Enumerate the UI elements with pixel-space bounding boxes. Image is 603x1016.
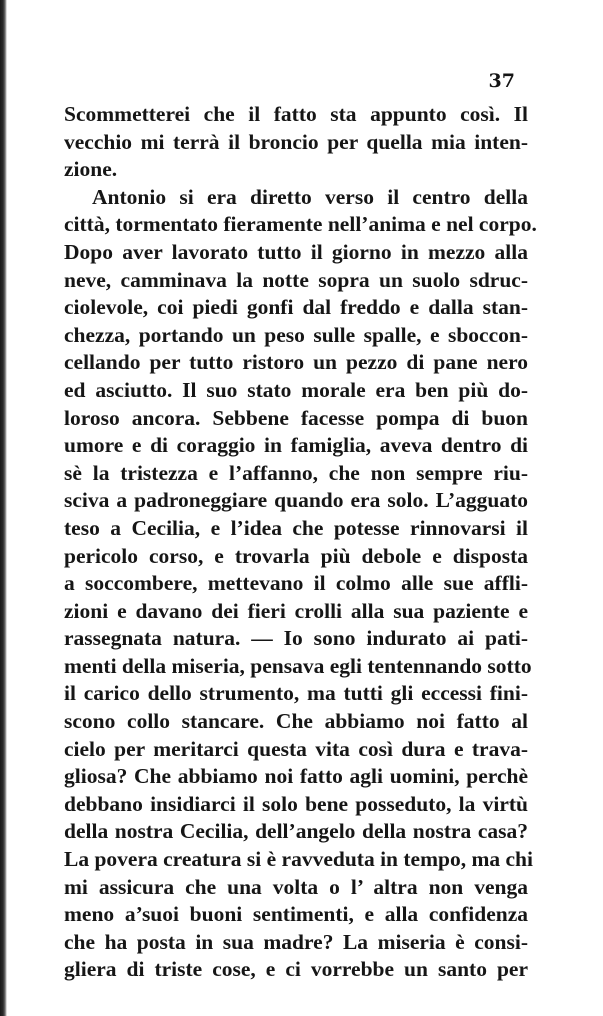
text-line: scono collo stancare. Che abbiamo noi fatto al xyxy=(64,709,528,734)
text-line: sè la tristezza e l’affanno, che non sempre riu- xyxy=(64,460,528,485)
text-line: zioni e davano dei fieri crolli alla sua paziente e xyxy=(64,598,528,623)
page-text xyxy=(64,101,537,984)
text-line: vecchio mi terrà il broncio per quella mia inten- xyxy=(64,129,528,154)
text-line: sciva a padroneggiare quando era solo. L’agguato xyxy=(64,488,528,513)
text-line: gliosa? Che abbiamo noi fatto agli uomini, perchè xyxy=(64,764,528,789)
text-line: ed asciutto. Il suo stato morale era ben più do- xyxy=(64,377,528,402)
text-line: Dopo aver lavorato tutto il giorno in mezzo alla xyxy=(64,239,528,264)
text-line: cielo per meritarci questa vita così dura e trava- xyxy=(64,736,528,761)
text-line: La povera creatura si è ravveduta in tempo, ma chi xyxy=(64,847,533,872)
text-line: chezza, portando un peso sulle spalle, e sboccon- xyxy=(64,322,528,347)
text-line: rassegnata natura. — Io sono indurato ai pati- xyxy=(64,626,528,651)
text-line: gliera di triste cose, e ci vorrebbe un santo per xyxy=(64,957,528,982)
text-line: loroso ancora. Sebbene facesse pompa di buon xyxy=(64,405,528,430)
text-line: neve, camminava la notte sopra un suolo sdruc- xyxy=(64,267,528,292)
text-line: cellando per tutto ristoro un pezzo di pane nero xyxy=(64,350,528,375)
text-line: mi assicura che una volta o l’ altra non venga xyxy=(64,874,528,899)
text-line: zione. xyxy=(64,157,118,182)
paragraph-continuation xyxy=(64,101,528,184)
page-binding-edge xyxy=(0,0,7,1016)
text-line: menti della miseria, pensava egli tentennando sotto xyxy=(64,653,532,678)
text-line: città, tormentato fieramente nell’anima e nel corpo. xyxy=(64,212,537,237)
text-line: pericolo corso, e trovarla più debole e disposta xyxy=(64,543,528,568)
text-line: che ha posta in sua madre? La miseria è consi- xyxy=(64,929,528,954)
text-line: umore e di coraggio in famiglia, aveva dentro di xyxy=(64,433,528,458)
text-line: meno a’suoi buoni sentimenti, e alla confidenza xyxy=(64,902,528,927)
text-line: debbano insidiarci il solo bene posseduto, la virtù xyxy=(64,791,528,816)
page-number: 37 xyxy=(488,70,515,92)
text-line: ciolevole, coi piedi gonfi dal freddo e dalla stan- xyxy=(64,295,528,320)
text-line: il carico dello strumento, ma tutti gli eccessi fini- xyxy=(64,681,528,706)
text-line: Scommetterei che il fatto sta appunto così. Il xyxy=(64,102,528,126)
text-line: della nostra Cecilia, dell’angelo della nostra casa? xyxy=(64,819,528,844)
text-line: a soccombere, mettevano il colmo alle sue affli- xyxy=(64,571,528,596)
text-line: teso a Cecilia, e l’idea che potesse rinnovarsi il xyxy=(64,515,528,540)
paragraph-antonio xyxy=(64,184,537,984)
text-line: Antonio si era diretto verso il centro della xyxy=(92,184,528,209)
